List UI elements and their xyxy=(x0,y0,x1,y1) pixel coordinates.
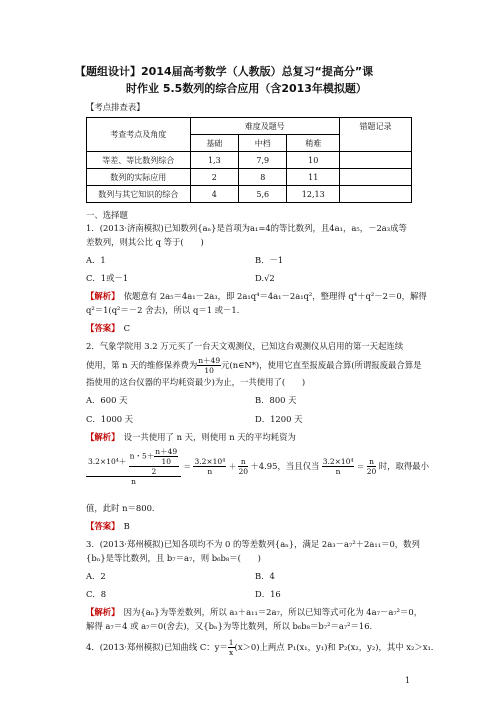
q3-stem-line1: 3．(2013·郑州模拟)已知各项均不为 0 的等差数列{aₙ}，满足 2a₃－a₇²＋2a₁₁＝0，数列 xyxy=(86,539,420,549)
topic-table xyxy=(86,117,412,203)
q3-stem-line2: {bₙ}是等比数列，且 b₇＝a₇，则 b₆b₈＝( ) xyxy=(86,553,261,563)
row-topic: 数列与其它知识的综合 xyxy=(87,186,191,203)
q4-stem-pre: 4．(2013·郑州模拟)已知曲线 C：y＝ xyxy=(86,642,228,652)
header-difficulty: 难度及题号 xyxy=(190,118,339,135)
equals-sign: ＝ xyxy=(183,462,192,471)
section-heading: 一、选择题 xyxy=(86,210,128,220)
inner-five: 5＋ xyxy=(142,451,155,461)
q1-stem-line2: 差数列，则其公比 q 等于( ) xyxy=(86,237,204,247)
q1-option-a: A．1 xyxy=(86,255,106,265)
row-basic: 1,3 xyxy=(190,152,238,169)
q2-stem-line3: 指使用的这台仪器的平均耗资最少)为止，一共使用了( ) xyxy=(86,377,306,387)
q4-stem-rest: (x＞0)上两点 P₁(x₁，y₁)和 P₂(x₂，y₂)，其中 x₂＞x₁. xyxy=(234,642,434,652)
frac-num: n xyxy=(238,457,248,467)
row-hard: 10 xyxy=(287,152,340,169)
answer-tag: 【答案】 xyxy=(86,521,116,531)
eq-num-constant: 3.2×10⁴＋ xyxy=(88,457,127,466)
row-topic: 等差、等比数列综合 xyxy=(87,152,191,169)
row-hard: 12,13 xyxy=(287,186,340,203)
q2-analysis-line3: 值，此时 n＝800. xyxy=(86,503,155,513)
rhs-fraction-2 xyxy=(238,457,248,476)
cond-equals: ＝ xyxy=(356,462,365,471)
header-basic: 基础 xyxy=(190,135,238,152)
q1-answer xyxy=(86,322,130,334)
q1-stem-line1: 1．(2013·济南模拟)已知数列{aₙ}是首项为a₁=4的等比数列，且4a₁，a₅，－2a₃成等 xyxy=(86,223,407,233)
header-medium: 中档 xyxy=(239,135,287,152)
answer-tag: 【答案】 xyxy=(86,323,116,333)
frac-num: 1 xyxy=(228,638,234,647)
q2-option-a: A．600 天 xyxy=(86,395,128,405)
row-medium: 7,9 xyxy=(239,152,287,169)
q2-stem-post: 元(n∈N*)，使用它直至报废最合算(所谓报废最合算是 xyxy=(221,360,422,370)
q2-answer-value: B xyxy=(115,521,130,531)
q2-fee-fraction xyxy=(197,356,221,375)
inner-n: n・ xyxy=(129,451,142,461)
frac-num: n＋49 xyxy=(198,356,221,365)
row-record xyxy=(340,169,412,186)
frac-den: 10 xyxy=(161,457,171,466)
big-fraction-numerator xyxy=(86,447,181,477)
plus-sign: ＋ xyxy=(228,462,237,471)
q3-analysis-line2: 解得 a₇＝4 或 a₇＝0(舍去)，又{bₙ}为等比数列，所以 b₆b₈＝b₇²＝a₇²＝16. xyxy=(86,621,373,631)
inner-fraction xyxy=(129,447,180,476)
document-title-line1: 【题组设计】2014届高考数学（人教版）总复习“提高分”课 xyxy=(75,65,374,78)
header-wrong-record: 错题记录 xyxy=(340,118,412,152)
q3-option-b: B．4 xyxy=(255,571,275,581)
q1-analysis-text: 依题意有 2a₅＝4a₁－2a₃，即 2a₁q⁴＝4a₁－2a₁q²，整理得 q⁴＋q²－2＝0，解得 xyxy=(115,291,427,301)
rhs-fraction-1 xyxy=(193,457,226,476)
q2-stem-pre: 使用，第 n 天的维修保养费为 xyxy=(86,360,198,370)
big-fraction xyxy=(86,447,181,486)
analysis-tag: 【解析】 xyxy=(86,432,116,442)
row-basic: 4 xyxy=(190,186,238,203)
frac-den: n xyxy=(335,467,341,476)
eq-tail: ＋4.95，当且仅当 xyxy=(250,461,320,471)
q3-option-d: D．16 xyxy=(255,589,281,599)
header-hard: 稍难 xyxy=(287,135,340,152)
row-medium: 5,6 xyxy=(239,186,287,203)
frac-num: 3.2×10⁴ xyxy=(194,457,226,466)
frac-den: 20 xyxy=(366,467,377,476)
q3-option-a: A．2 xyxy=(86,571,106,581)
row-record xyxy=(340,186,412,203)
q4-stem-line1 xyxy=(86,638,433,657)
inner-fraction-numerator xyxy=(129,447,180,467)
row-topic: 数列的实际应用 xyxy=(87,169,191,186)
frac-num: 3.2×10⁴ xyxy=(322,457,354,466)
big-fraction-denominator: n xyxy=(131,477,136,486)
table-row xyxy=(87,186,412,203)
inner-inner-fraction xyxy=(154,447,178,466)
q3-analysis-line1 xyxy=(86,606,422,618)
analysis-tag: 【解析】 xyxy=(86,291,116,301)
frac-num: n＋49 xyxy=(155,447,178,456)
q2-option-d: D．1200 天 xyxy=(255,414,303,424)
eq-end: 时，取得最小 xyxy=(378,461,429,471)
q2-stem-line1: 2．气象学院用 3.2 万元买了一台天文观测仪，已知这台观测仪从启用的第一天起连续 xyxy=(86,341,404,351)
table-row xyxy=(87,169,412,186)
frac-den: 20 xyxy=(238,467,249,476)
row-hard: 11 xyxy=(287,169,340,186)
table-label: 【考点排查表】 xyxy=(86,102,145,112)
table-row xyxy=(87,152,412,169)
cond-fraction-1 xyxy=(322,457,355,476)
q1-option-d: D.√2 xyxy=(255,273,275,283)
inner-fraction-denominator: 2 xyxy=(151,467,157,476)
header-topic: 考查考点及角度 xyxy=(87,118,191,152)
q4-fraction xyxy=(228,638,235,657)
q2-option-b: B．800 天 xyxy=(255,395,297,405)
row-basic: 2 xyxy=(190,169,238,186)
analysis-tag: 【解析】 xyxy=(86,607,116,617)
q1-option-b: B．－1 xyxy=(255,255,284,265)
page-number: 1 xyxy=(405,676,411,685)
q1-analysis-line2: q²＝1(q²＝－2 舍去)，所以 q＝1 或－1. xyxy=(86,305,240,315)
q1-option-c: C．1或－1 xyxy=(86,273,129,283)
frac-den: x xyxy=(229,648,234,657)
row-record xyxy=(340,152,412,169)
frac-den: n xyxy=(207,467,213,476)
document-title-line2: 时作业 5.5数列的综合应用（含2013年模拟题） xyxy=(126,82,367,95)
q2-equation xyxy=(86,447,429,486)
q2-stem-line2 xyxy=(86,356,422,375)
q2-analysis-text: 设一共使用了 n 天，则使用 n 天的平均耗资为 xyxy=(115,432,296,442)
q2-analysis-line1 xyxy=(86,431,296,443)
cond-fraction-2 xyxy=(367,457,377,476)
q1-analysis-line1 xyxy=(86,290,427,302)
q2-option-c: C．1000 天 xyxy=(86,414,134,424)
q2-answer xyxy=(86,520,130,532)
frac-den: 10 xyxy=(204,366,214,375)
q3-option-c: C．8 xyxy=(86,589,107,599)
row-medium: 8 xyxy=(239,169,287,186)
frac-num: n xyxy=(367,457,377,467)
q1-answer-value: C xyxy=(115,323,131,333)
q3-analysis-text: 因为{aₙ}为等差数列，所以 a₃＋a₁₁＝2a₇，所以已知等式可化为 4a₇－a₇²＝0， xyxy=(115,607,423,617)
